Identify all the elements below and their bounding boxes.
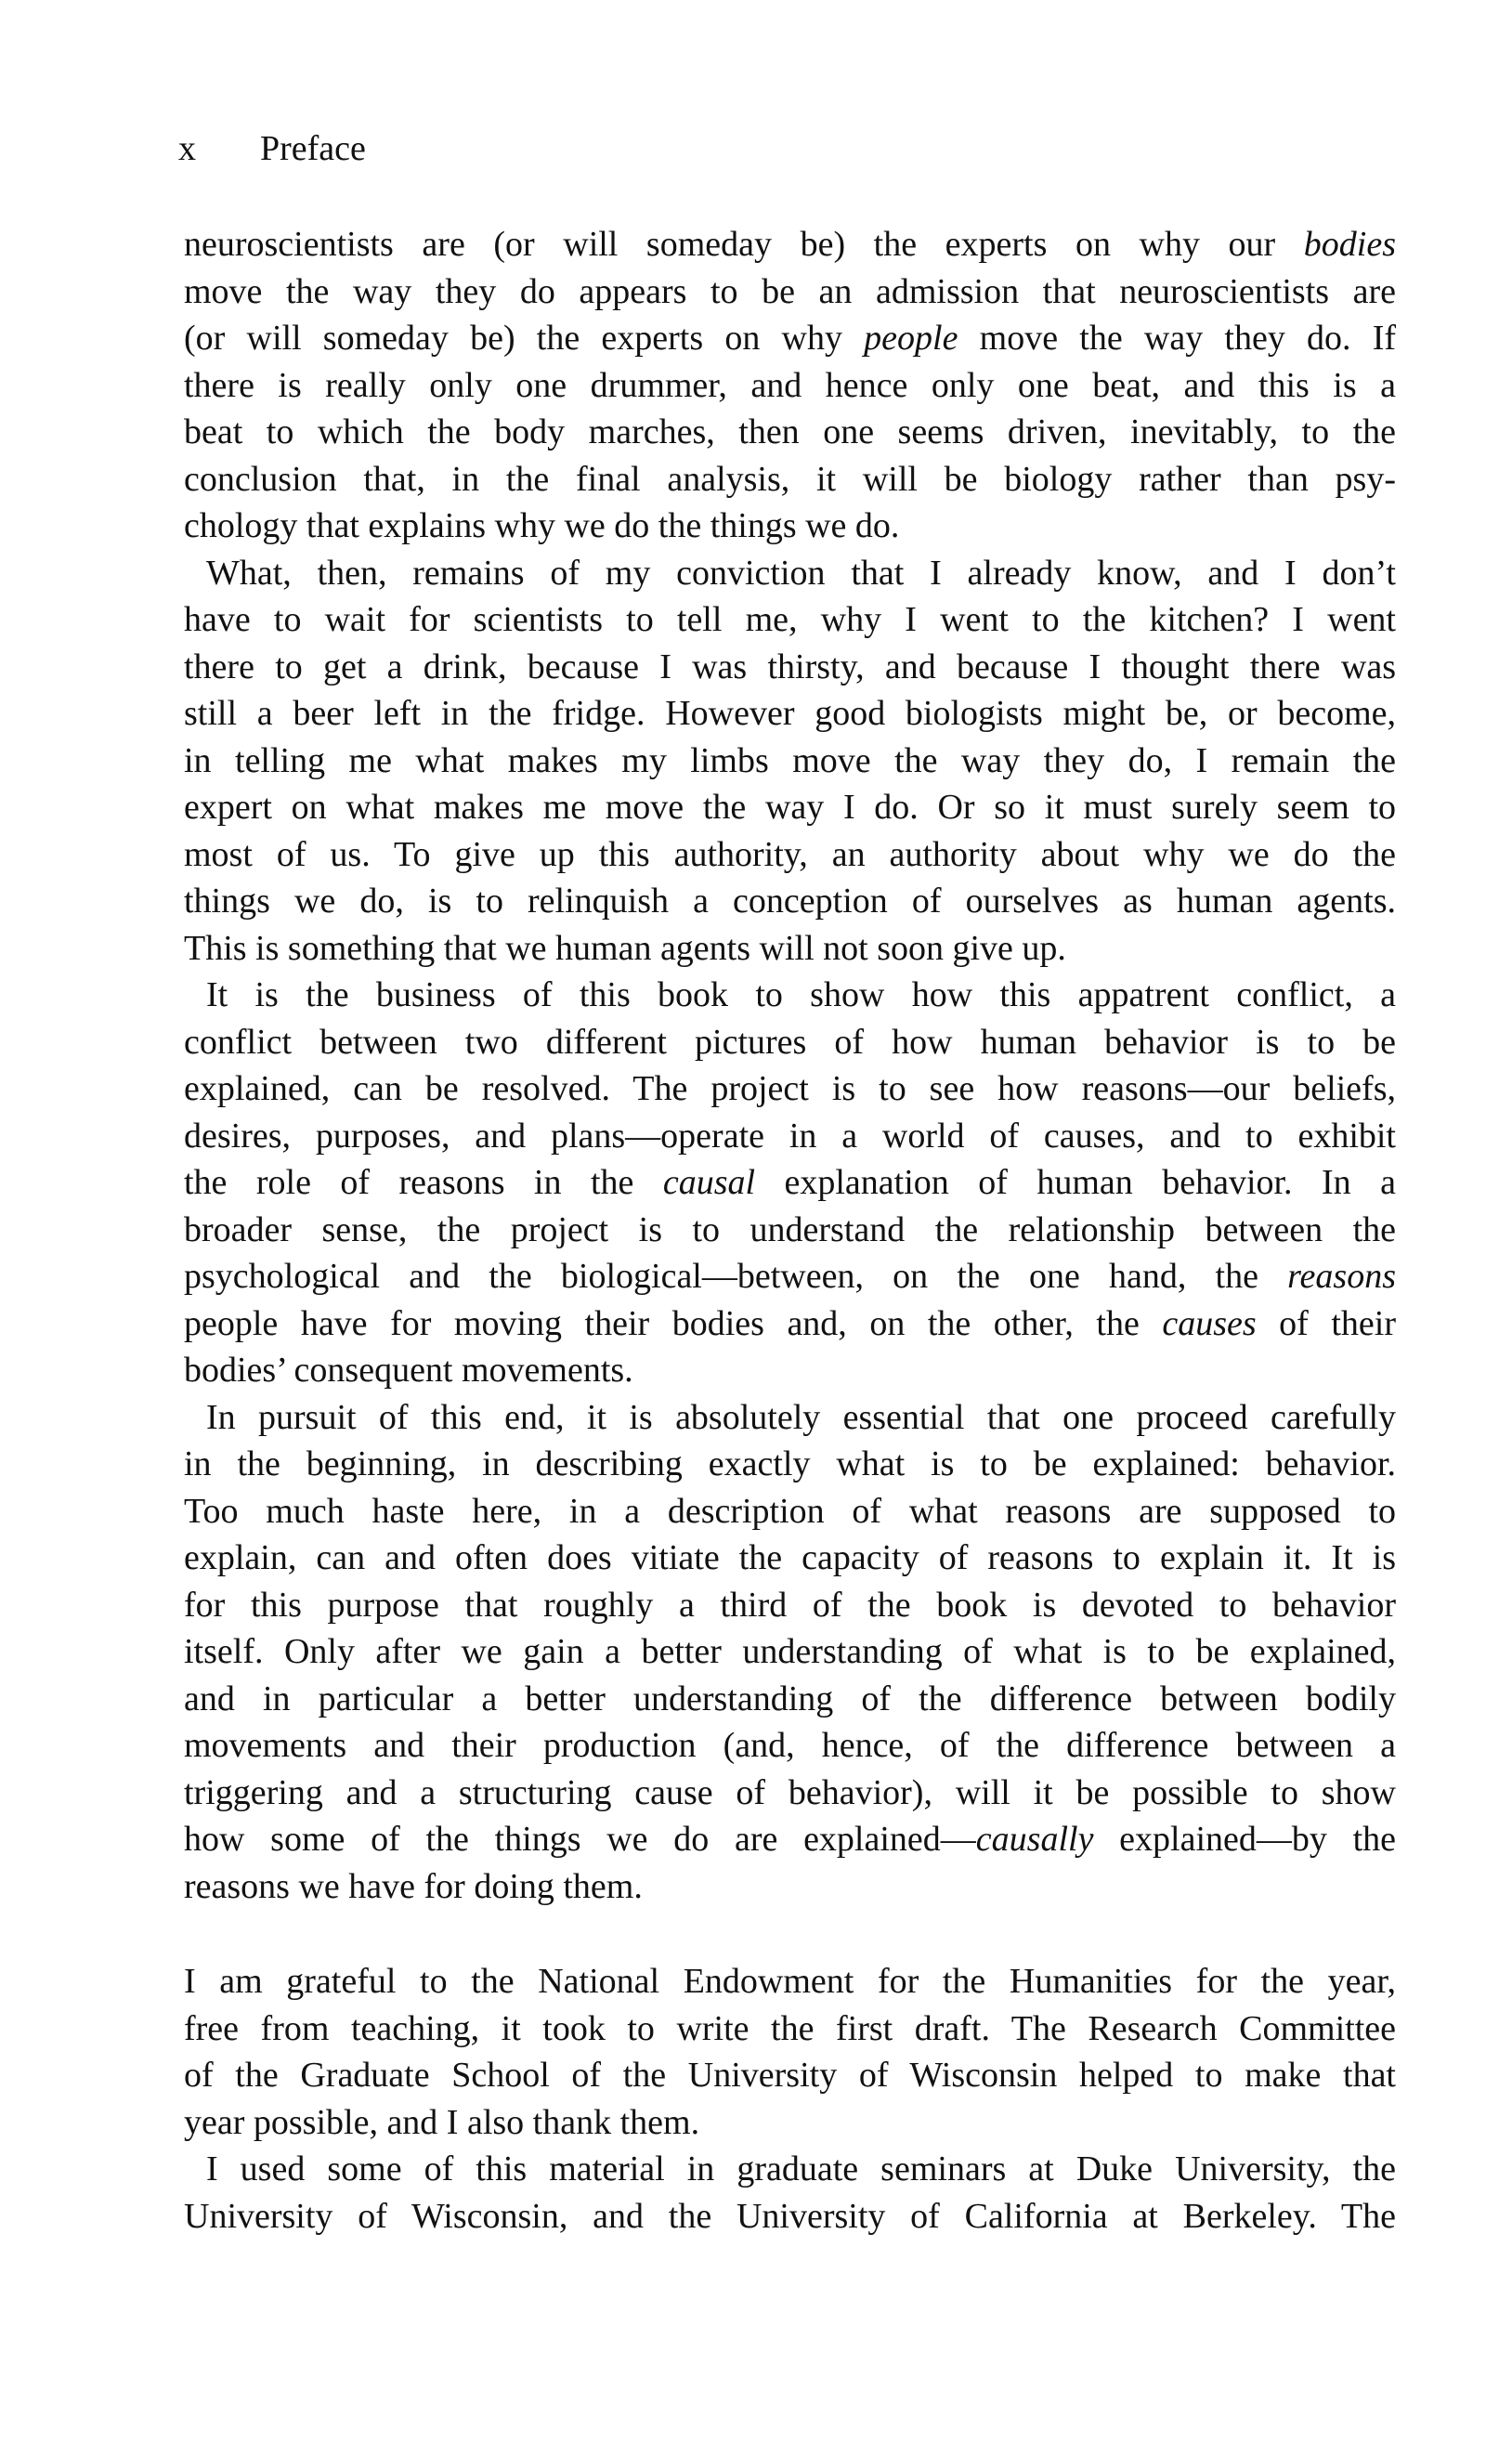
italic-text: causes: [1162, 1303, 1257, 1343]
text-run: move the way they do appears to be an admission that neuroscientists are: [184, 271, 1396, 311]
text-line: [184, 1770, 1396, 1817]
text-run: Too much haste here, in a description of what reasons are supposed to: [184, 1491, 1396, 1531]
text-run: free from teaching, it took to write the first draft. The Research Committee: [184, 2008, 1396, 2048]
text-run: explain, can and often does vitiate the capacity of reasons to explain it. It is: [184, 1538, 1396, 1577]
text-run: still a beer left in the fridge. However good biologists might be, or become,: [184, 694, 1396, 733]
text-line: [184, 831, 1396, 879]
text-line: [184, 503, 1396, 550]
text-run: have to wait for scientists to tell me, why I went to the kitchen? I went: [184, 600, 1396, 639]
text-line: [184, 2193, 1396, 2240]
text-line: [184, 1207, 1396, 1254]
text-run: It is the business of this book to show how this appatrent conflict, a: [206, 975, 1396, 1014]
text-line: [184, 2146, 1396, 2193]
text-line: [184, 1676, 1396, 1723]
text-run: of their: [1256, 1303, 1396, 1343]
text-line: [184, 221, 1396, 268]
text-run: expert on what makes me move the way I do. Or so it must surely seem to: [184, 788, 1396, 827]
text-line: [184, 644, 1396, 691]
text-run: conclusion that, in the final analysis, it will be biology rather than psy-: [184, 459, 1396, 499]
text-run: explained—by the: [1093, 1820, 1397, 1859]
text-run: most of us. To give up this authority, an authority about why we do the: [184, 834, 1396, 874]
text-line: [184, 1958, 1396, 2005]
text-line: [184, 784, 1396, 831]
text-run: and in particular a better understanding of the difference between bodily: [184, 1679, 1396, 1718]
text-line: [184, 1863, 1396, 1911]
text-line: [184, 1628, 1396, 1676]
text-run: broader sense, the project is to understand the relationship between the: [184, 1209, 1396, 1249]
text-run: conflict between two different pictures of how human behavior is to be: [184, 1022, 1396, 1062]
page-number: x: [178, 129, 196, 168]
text-line: [184, 2005, 1396, 2053]
text-line: [184, 1253, 1396, 1300]
text-run: there is really only one drummer, and hence only one beat, and this is a: [184, 365, 1396, 405]
text-run: reasons we have for doing them.: [184, 1866, 643, 1906]
text-line: [184, 1488, 1396, 1535]
text-run: University of Wisconsin, and the University of California at Berkeley. The: [184, 2196, 1396, 2236]
text-run: I am grateful to the National Endowment for the Humanities for the year,: [184, 1962, 1396, 2001]
paragraph: [184, 550, 1396, 973]
text-line: [184, 1113, 1396, 1160]
text-run: (or will someday be) the experts on why: [184, 319, 865, 358]
text-line: [184, 1816, 1396, 1863]
text-run: triggering and a structuring cause of behavior), will it be possible to show: [184, 1772, 1396, 1812]
text-line: [184, 2099, 1396, 2147]
text-run: of the Graduate School of the University of Wisconsin helped to make that: [184, 2056, 1396, 2095]
italic-text: bodies: [1303, 225, 1396, 264]
text-run: things we do, is to relinquish a conception of ourselves as human agents.: [184, 882, 1396, 921]
text-line: [184, 1582, 1396, 1629]
text-line: [184, 1159, 1396, 1207]
text-run: people have for moving their bodies and, on the other, the: [184, 1303, 1163, 1343]
text-run: bodies’ consequent movements.: [184, 1351, 633, 1390]
text-run: in telling me what makes my limbs move the way they do, I remain the: [184, 740, 1396, 780]
text-line: [184, 690, 1396, 738]
text-run: move the way they do. If: [958, 319, 1397, 358]
text-line: [184, 1722, 1396, 1770]
paragraph: [184, 221, 1396, 550]
text-line: [184, 1394, 1396, 1442]
text-run: there to get a drink, because I was thirsty, and because I thought there was: [184, 647, 1396, 686]
paragraph: [184, 2146, 1396, 2240]
body-text: [184, 221, 1396, 2240]
running-head-title: Preface: [260, 129, 366, 168]
text-run: itself. Only after we gain a better understanding of what is to be explained,: [184, 1632, 1396, 1671]
paragraph: [184, 1958, 1396, 2146]
text-run: explained, can be resolved. The project is to see how reasons—our beliefs,: [184, 1069, 1396, 1108]
text-line: [184, 878, 1396, 925]
text-run: chology that explains why we do the things we do.: [184, 506, 900, 545]
text-run: explanation of human behavior. In a: [755, 1163, 1396, 1202]
text-line: [184, 1347, 1396, 1394]
text-line: [184, 2052, 1396, 2099]
text-line: [184, 550, 1396, 597]
running-head: [178, 126, 366, 171]
text-line: [184, 456, 1396, 503]
text-run: I used some of this material in graduate seminars at Duke University, the: [206, 2149, 1396, 2188]
text-run: how some of the things we do are explained—: [184, 1820, 976, 1859]
text-line: [184, 738, 1396, 785]
text-run: year possible, and I also thank them.: [184, 2102, 700, 2142]
text-line: [184, 1019, 1396, 1066]
text-run: neuroscientists are (or will someday be) the experts on why our: [184, 225, 1304, 264]
paragraph: [184, 1394, 1396, 1911]
section-break: [184, 1910, 1396, 1958]
text-run: In pursuit of this end, it is absolutely essential that one proceed carefully: [206, 1397, 1396, 1437]
text-run: psychological and the biological—between, on the one hand, the: [184, 1257, 1288, 1296]
text-line: [184, 315, 1396, 362]
text-line: [184, 1300, 1396, 1348]
paragraph: [184, 972, 1396, 1394]
italic-text: causally: [975, 1820, 1094, 1859]
text-run: What, then, remains of my conviction that I already know, and I don’t: [206, 553, 1396, 593]
text-run: beat to which the body marches, then one seems driven, inevitably, to the: [184, 412, 1396, 451]
text-line: [184, 1441, 1396, 1488]
text-line: [184, 409, 1396, 456]
text-run: for this purpose that roughly a third of the book is devoted to behavior: [184, 1585, 1396, 1625]
text-line: [184, 1535, 1396, 1582]
text-line: [184, 362, 1396, 410]
text-run: This is something that we human agents will not soon give up.: [184, 928, 1066, 968]
italic-text: causal: [662, 1163, 756, 1202]
text-run: the role of reasons in the: [184, 1163, 663, 1202]
text-line: [184, 596, 1396, 644]
italic-text: reasons: [1287, 1257, 1396, 1296]
text-run: desires, purposes, and plans—operate in a world of causes, and to exhibit: [184, 1116, 1396, 1156]
text-line: [184, 268, 1396, 316]
text-line: [184, 925, 1396, 973]
italic-text: people: [864, 319, 958, 358]
text-line: [184, 1065, 1396, 1113]
text-run: movements and their production (and, hence, of the difference between a: [184, 1726, 1396, 1765]
text-run: in the beginning, in describing exactly what is to be explained: behavior.: [184, 1444, 1396, 1483]
text-line: [184, 972, 1396, 1019]
